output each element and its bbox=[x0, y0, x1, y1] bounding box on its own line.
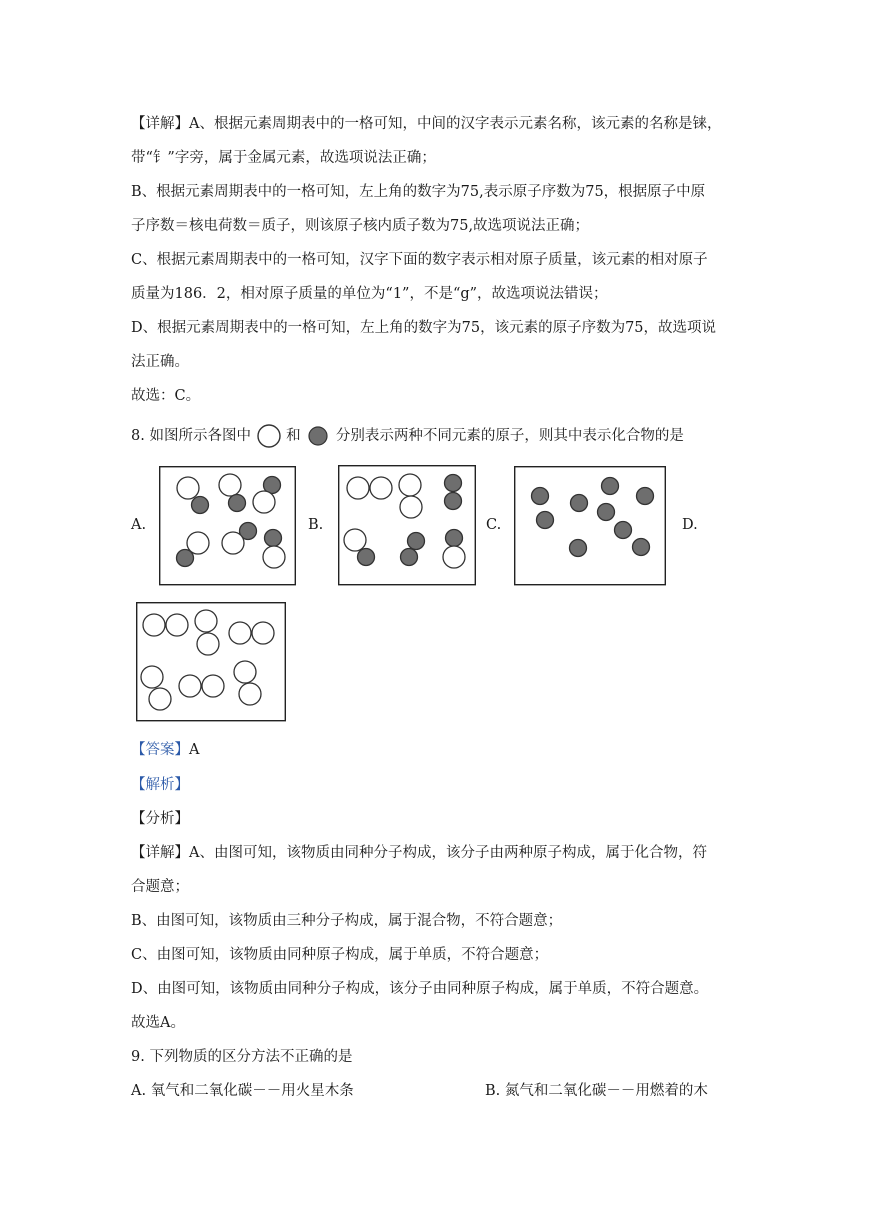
q8-detail-a-line1: 【详解】A、由图可知，该物质由同种分子构成，该分子由两种原子构成，属于化合物，符 bbox=[131, 845, 707, 861]
option-d-diagram bbox=[136, 602, 286, 722]
q8-stem: 8. 如图所示各图中 和 分别表示两种不同元素的原子，则其中表示化合物的是 bbox=[131, 423, 684, 449]
q7-detail-a-line2: 带“钅”字旁，属于金属元素，故选项说法正确； bbox=[131, 150, 436, 166]
q8-detail-b: B、由图可知，该物质由三种分子构成，属于混合物，不符合题意； bbox=[131, 913, 563, 929]
q7-detail-b-line1: B、根据元素周期表中的一格可知，左上角的数字为75,表示原子序数为75，根据原子中原 bbox=[131, 184, 706, 200]
q7-answer-line: 故选：C。 bbox=[131, 388, 201, 404]
q8-fenxi-tag: 【分析】 bbox=[131, 811, 189, 827]
answer-tag: 【答案】 bbox=[131, 742, 189, 758]
option-c-label: C. bbox=[486, 517, 502, 533]
q8-detail-a-line2: 合题意； bbox=[131, 879, 189, 895]
q8-answer bbox=[131, 738, 199, 759]
detail-tag: 【详解】 bbox=[131, 845, 189, 861]
q9-option-b: B. 氮气和二氧化碳－－用燃着的木 bbox=[485, 1083, 708, 1099]
q9-option-a: A. 氧气和二氧化碳－－用火星木条 bbox=[131, 1083, 354, 1099]
q8-analysis-tag: 【解析】 bbox=[131, 777, 189, 793]
option-b-label: B. bbox=[308, 517, 324, 533]
option-b-diagram bbox=[338, 465, 476, 586]
q7-detail-a-line1: 【详解】A、根据元素周期表中的一格可知，中间的汉字表示元素名称，该元素的名称是铼， bbox=[131, 116, 722, 132]
q7-detail-c-line2: 质量为186．2，相对原子质量的单位为“1”，不是“g”，故选项说法错误； bbox=[131, 286, 608, 302]
option-c-diagram bbox=[514, 466, 666, 586]
q7-detail-b-line2: 子序数＝核电荷数＝质子，则该原子核内质子数为75,故选项说法正确； bbox=[131, 218, 590, 234]
q8-detail-d: D、由图可知，该物质由同种分子构成，该分子由同种原子构成，属于单质，不符合题意。 bbox=[131, 981, 709, 997]
option-a-label: A. bbox=[131, 517, 147, 533]
q8-detail-c: C、由图可知，该物质由同种原子构成，属于单质，不符合题意； bbox=[131, 947, 549, 963]
q7-detail-d-line2: 法正确。 bbox=[131, 354, 189, 370]
gray-atom-icon bbox=[305, 423, 331, 449]
white-atom-icon bbox=[256, 423, 282, 449]
q7-detail-d-line1: D、根据元素周期表中的一格可知，左上角的数字为75，该元素的原子序数为75，故选项说 bbox=[131, 320, 717, 336]
detail-tag: 【详解】 bbox=[131, 116, 189, 132]
option-a-diagram bbox=[159, 466, 296, 586]
q8-conclusion: 故选A。 bbox=[131, 1015, 185, 1031]
q7-detail-c-line1: C、根据元素周期表中的一格可知，汉字下面的数字表示相对原子质量，该元素的相对原子 bbox=[131, 252, 708, 268]
answer-value: A bbox=[189, 742, 200, 758]
q9-stem: 9. 下列物质的区分方法不正确的是 bbox=[131, 1049, 353, 1065]
option-d-label: D. bbox=[682, 517, 698, 533]
